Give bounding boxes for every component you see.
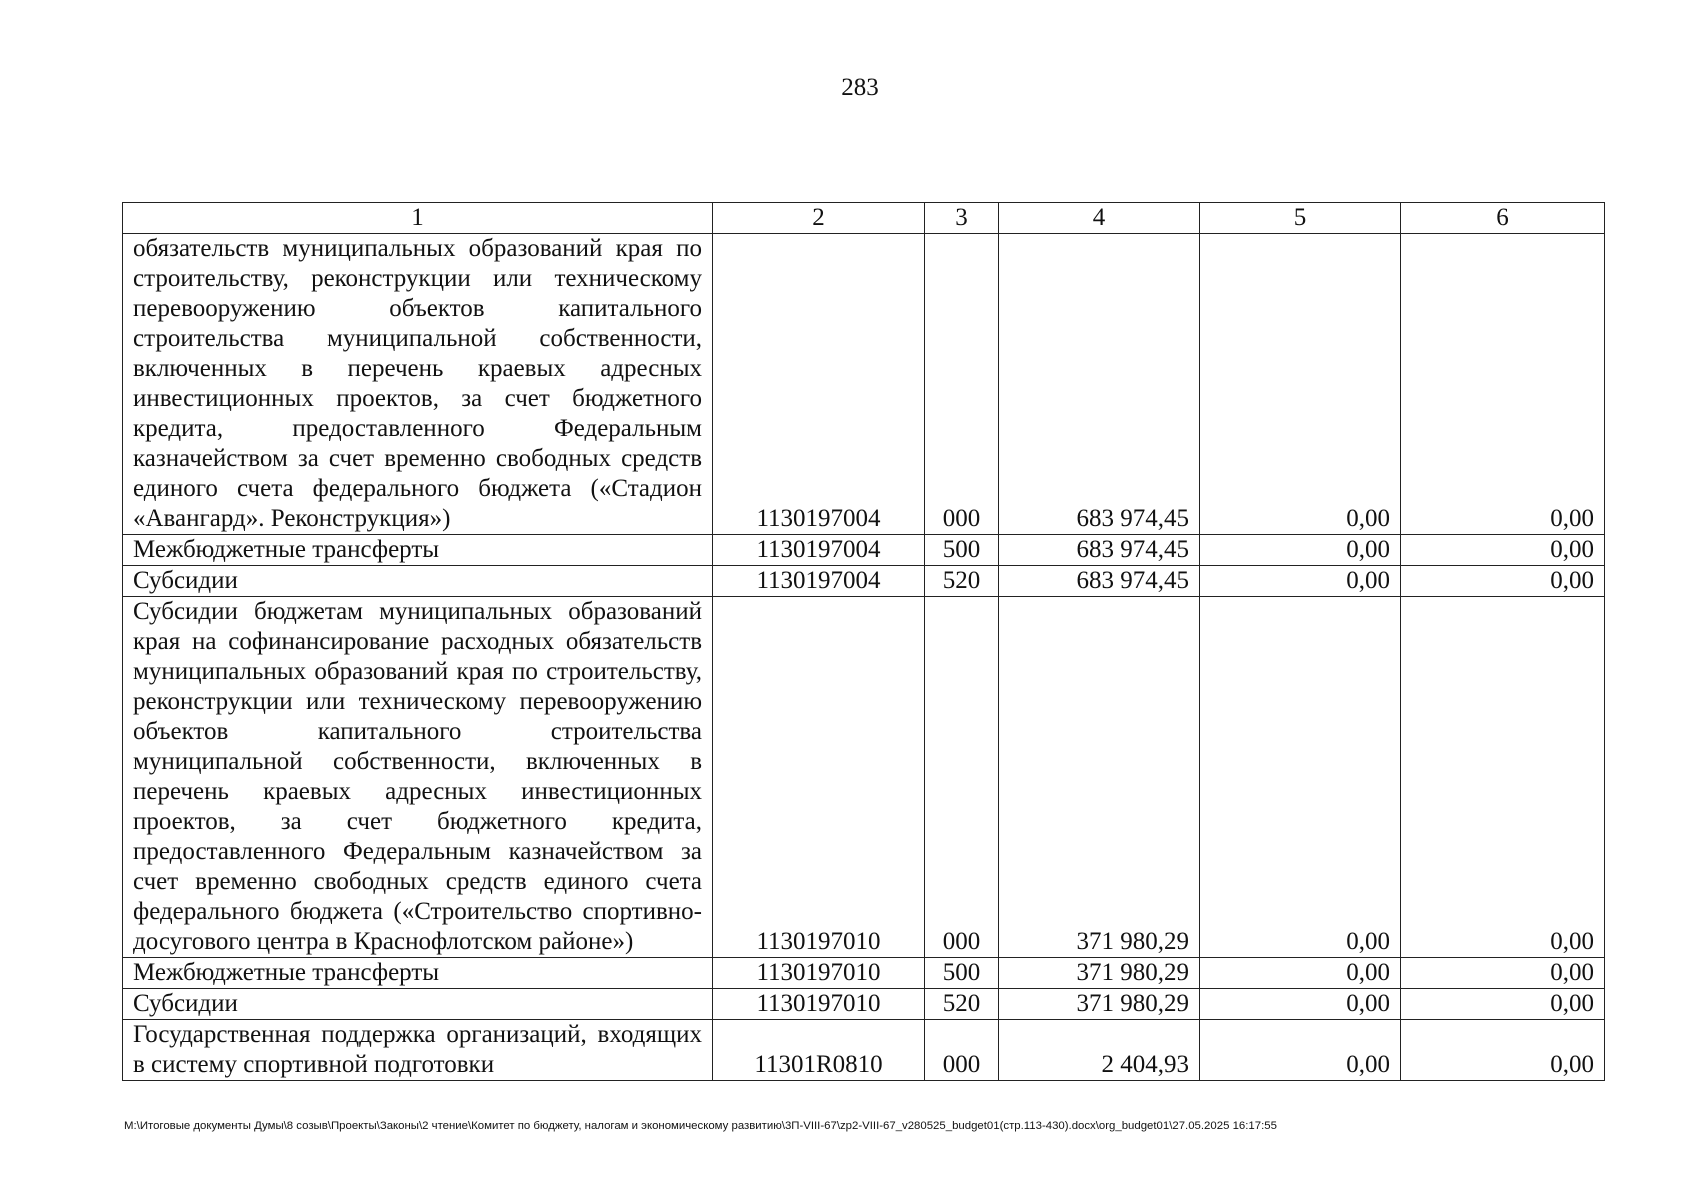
row-description: Межбюджетные трансферты (123, 958, 713, 989)
amount-col-4: 2 404,93 (999, 1020, 1200, 1081)
amount-col-6: 0,00 (1401, 1020, 1605, 1081)
amount-col-5: 0,00 (1200, 597, 1401, 958)
target-article-code: 1130197004 (713, 535, 925, 566)
amount-col-4: 683 974,45 (999, 234, 1200, 535)
amount-col-6: 0,00 (1401, 958, 1605, 989)
expense-type-code: 500 (925, 535, 999, 566)
amount-col-6: 0,00 (1401, 989, 1605, 1020)
expense-type-code: 000 (925, 597, 999, 958)
column-header: 5 (1200, 203, 1401, 234)
amount-col-5: 0,00 (1200, 566, 1401, 597)
amount-col-4: 371 980,29 (999, 597, 1200, 958)
amount-col-6: 0,00 (1401, 234, 1605, 535)
target-article-code: 1130197004 (713, 566, 925, 597)
table-row (123, 989, 1605, 1020)
table-row (123, 234, 1605, 535)
amount-col-4: 683 974,45 (999, 535, 1200, 566)
table-header-row (123, 203, 1605, 234)
amount-col-4: 683 974,45 (999, 566, 1200, 597)
document-path-footer: M:\Итоговые документы Думы\8 созыв\Проекты\Законы\2 чтение\Комитет по бюджету, налогам и экономическому развитию\3П-VIII-67\zp2-VIII-67_v280525_budget01(стр.113-430).docx\org_budget01\27.05.2025 16:17:55 (124, 1120, 1277, 1132)
amount-col-4: 371 980,29 (999, 958, 1200, 989)
target-article-code: 1130197004 (713, 234, 925, 535)
expense-type-code: 500 (925, 958, 999, 989)
row-description: Субсидии бюджетам муниципальных образований края на софинансирование расходных обязательств муниципальных образований края по строительству, реконструкции или техническому перевооружению объектов капитального строительства муниципальной собственности, включенных в перечень краевых адресных инвестиционных проектов, за счет бюджетного кредита, предоставленного Федеральным казначейством за счет временно свободных средств единого счета федерального бюджета («Строительство спортивно-досугового центра в Краснофлотском районе») (123, 597, 713, 958)
row-description: Межбюджетные трансферты (123, 535, 713, 566)
target-article-code: 1130197010 (713, 597, 925, 958)
column-header: 6 (1401, 203, 1605, 234)
amount-col-5: 0,00 (1200, 989, 1401, 1020)
table-row (123, 958, 1605, 989)
target-article-code: 11301R0810 (713, 1020, 925, 1081)
budget-table (122, 202, 1605, 1081)
page-number: 283 (841, 74, 879, 101)
amount-col-6: 0,00 (1401, 535, 1605, 566)
row-description: Субсидии (123, 989, 713, 1020)
amount-col-4: 371 980,29 (999, 989, 1200, 1020)
column-header: 2 (713, 203, 925, 234)
expense-type-code: 520 (925, 566, 999, 597)
target-article-code: 1130197010 (713, 958, 925, 989)
expense-type-code: 520 (925, 989, 999, 1020)
row-description: обязательств муниципальных образований края по строительству, реконструкции или техническому перевооружению объектов капитального строительства муниципальной собственности, включенных в перечень краевых адресных инвестиционных проектов, за счет бюджетного кредита, предоставленного Федеральным казначейством за счет временно свободных средств единого счета федерального бюджета («Стадион «Авангард». Реконструкция») (123, 234, 713, 535)
column-header: 1 (123, 203, 713, 234)
expense-type-code: 000 (925, 1020, 999, 1081)
amount-col-5: 0,00 (1200, 535, 1401, 566)
amount-col-5: 0,00 (1200, 958, 1401, 989)
column-header: 4 (999, 203, 1200, 234)
row-description: Государственная поддержка организаций, входящих в систему спортивной подготовки (123, 1020, 713, 1081)
table-row (123, 535, 1605, 566)
expense-type-code: 000 (925, 234, 999, 535)
amount-col-6: 0,00 (1401, 566, 1605, 597)
row-description: Субсидии (123, 566, 713, 597)
table-row (123, 566, 1605, 597)
amount-col-5: 0,00 (1200, 234, 1401, 535)
table-row (123, 1020, 1605, 1081)
amount-col-6: 0,00 (1401, 597, 1605, 958)
column-header: 3 (925, 203, 999, 234)
table-row (123, 597, 1605, 958)
amount-col-5: 0,00 (1200, 1020, 1401, 1081)
target-article-code: 1130197010 (713, 989, 925, 1020)
